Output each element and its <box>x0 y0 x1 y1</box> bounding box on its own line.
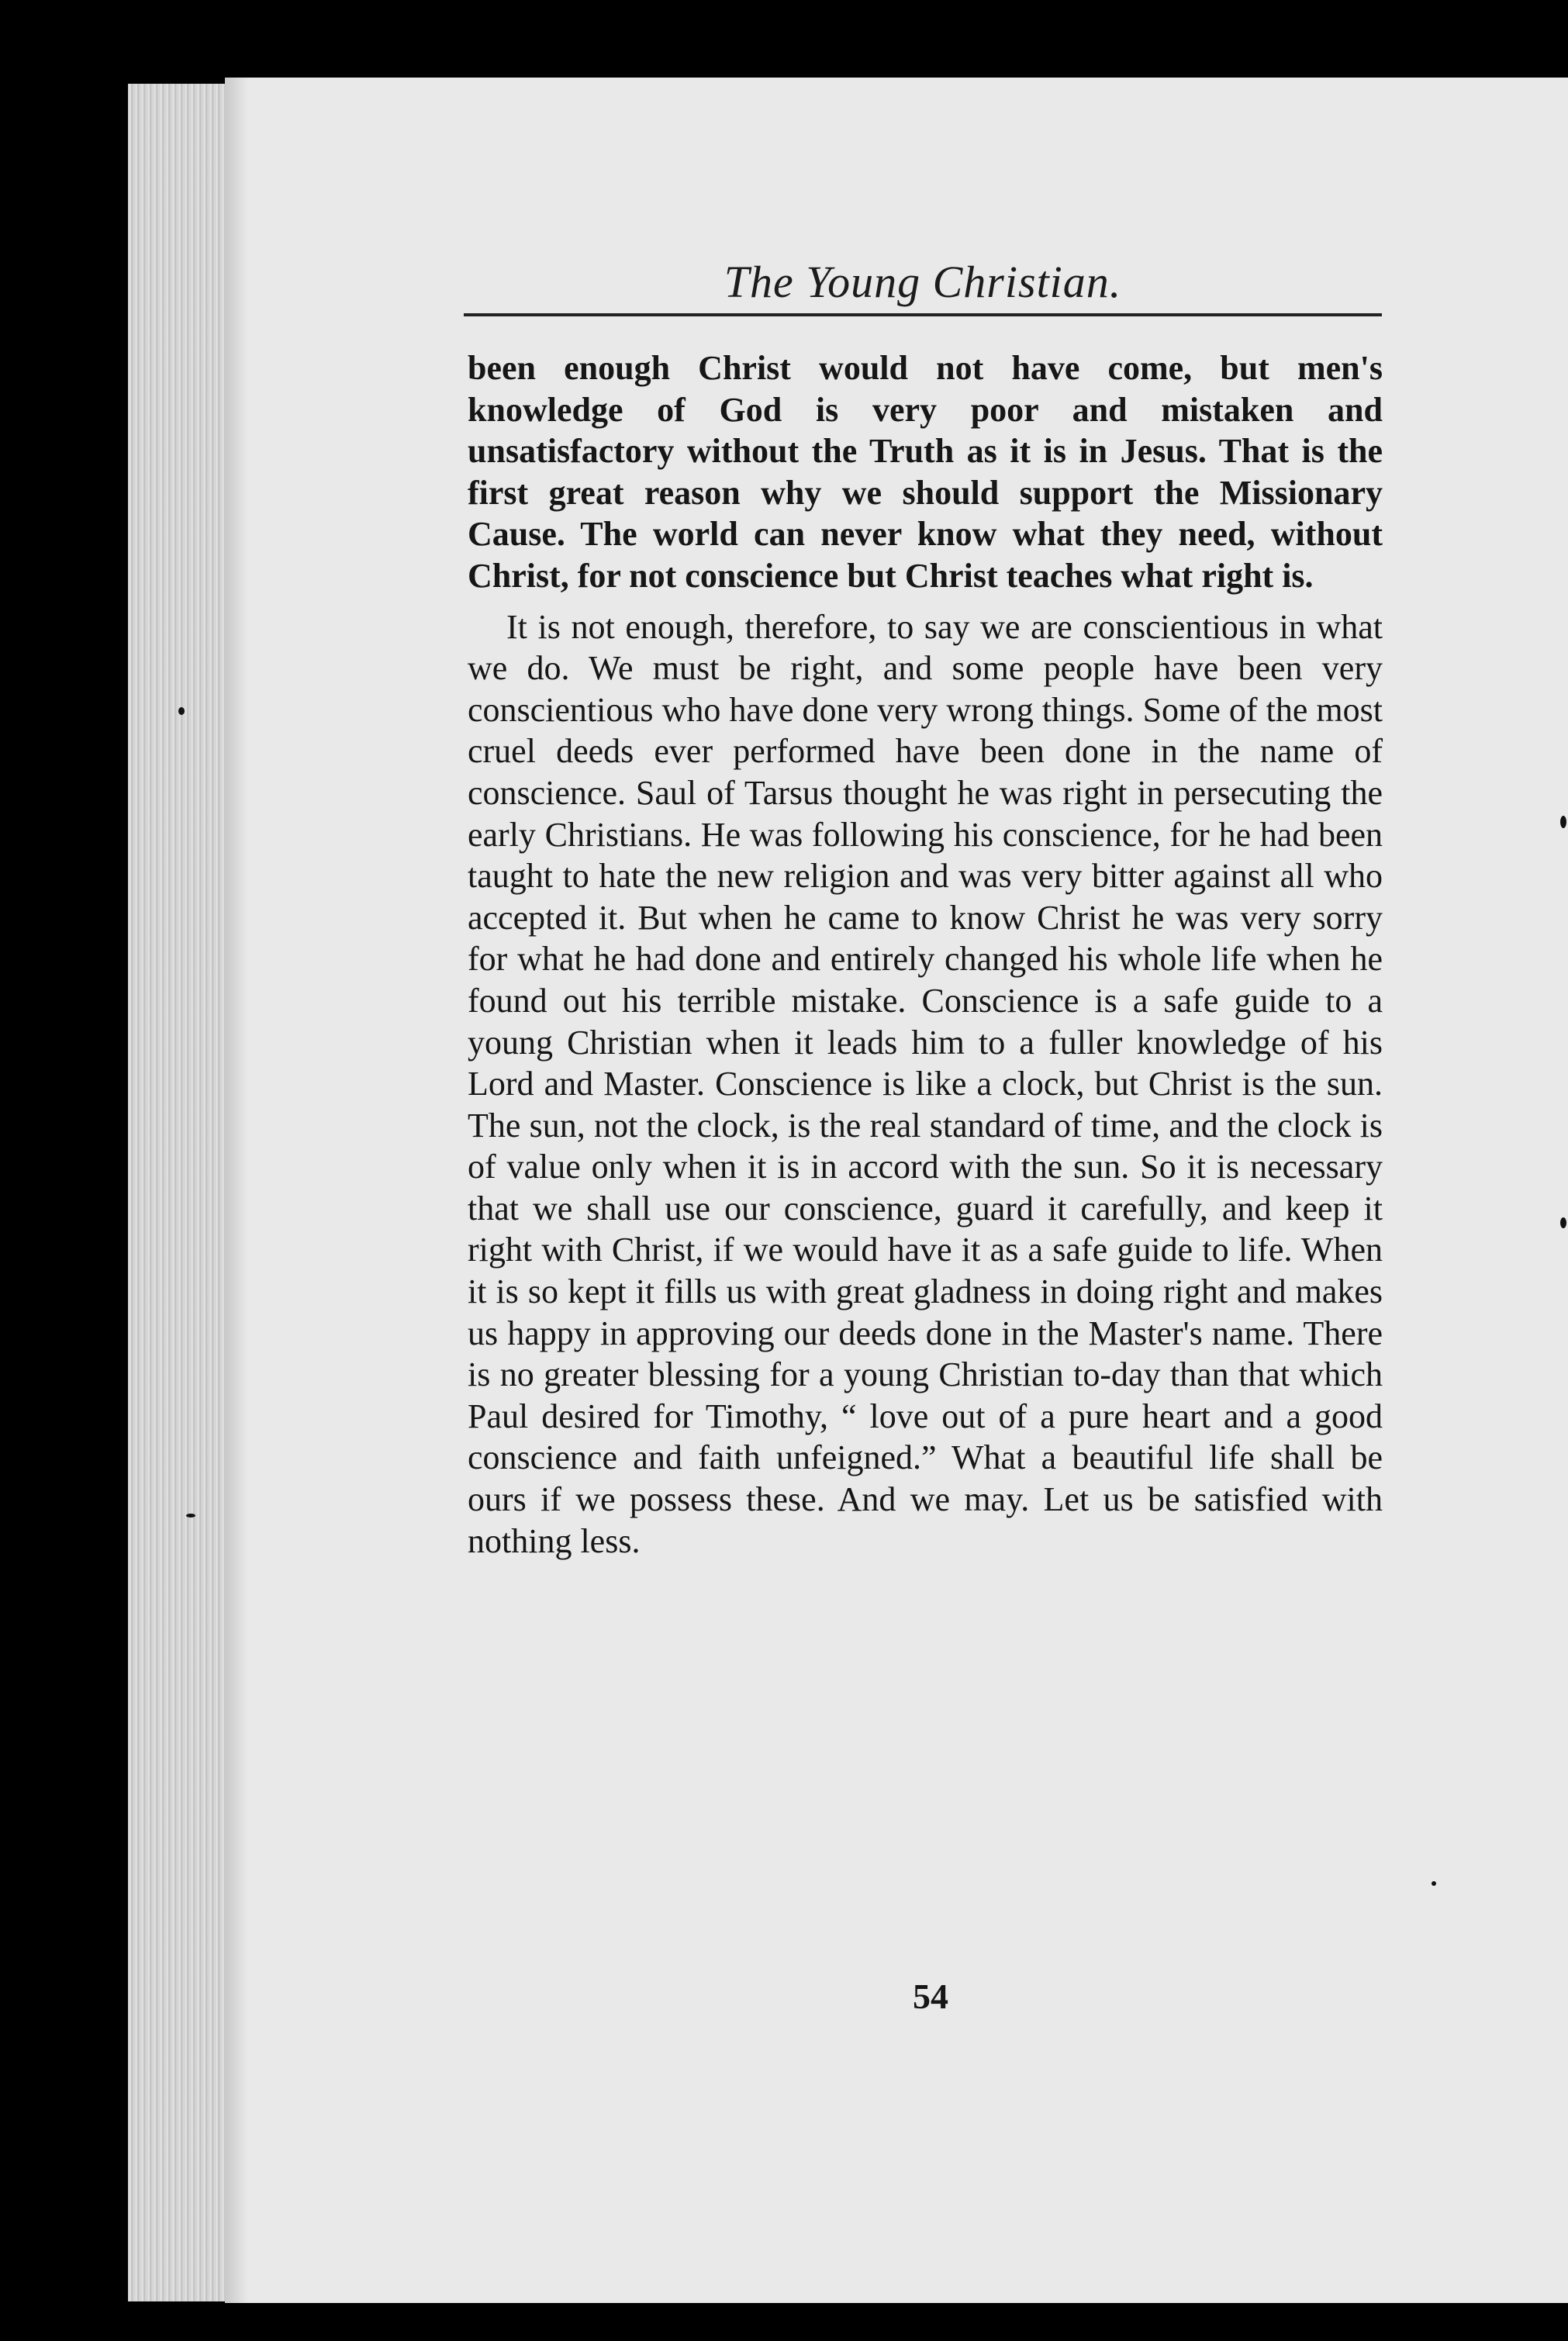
scan-speck <box>1560 816 1566 828</box>
paragraph-2: It is not enough, therefore, to say we are conscientious in what we do. We must be right, and some people have been very conscientious who have done very wrong things. Some of the most cruel deeds ever performed have been done in the name of conscience. Saul of Tarsus thought he was right in persecuting the early Christians. He was following his conscience, for he had been taught to hate the new religion and was very bitter against all who accepted it. But when he came to know Christ he was very sorry for what he had done and entirely changed his whole life when he found out his terrible mistake. Conscience is a safe guide to a young Christian when it leads him to a fuller knowledge of his Lord and Master. Conscience is like a clock, but Christ is the sun. The sun, not the clock, is the real standard of time, and the clock is of value only when it is in accord with the sun. So it is necessary that we shall use our conscience, guard it carefully, and keep it right with Christ, if we would have it as a safe guide to life. When it is so kept it fills us with great gladness in doing right and makes us happy in approving our deeds done in the Master's name. There is no greater blessing for a young Christian to-day than that which Paul desired for Timothy, “ love out of a pure heart and a good conscience and faith unfeigned.” What a beautiful life shall be ours if we possess these. And we may. Let us be satisfied with nothing less. <box>468 607 1383 1560</box>
scan-speck <box>1432 1881 1436 1886</box>
running-head: The Young Christian. <box>724 257 1122 307</box>
header-rule <box>464 313 1382 316</box>
scan-speck <box>178 707 185 715</box>
spine-shadow <box>225 78 248 2303</box>
paragraph-1: been enough Christ would not have come, but men's knowledge of God is very poor and mistaken and unsatisfactory without the Truth as it is in Jesus. That is the first great reason why we should support the Missionary Cause. The world can never know what they need, without Christ, for not conscience but Christ teaches what right is. <box>468 349 1383 595</box>
scan-speck <box>1560 1217 1566 1228</box>
page-edges <box>128 84 237 2301</box>
body-text <box>468 347 1383 1562</box>
page-number: 54 <box>913 1977 948 2016</box>
scan-speck <box>186 1514 195 1518</box>
